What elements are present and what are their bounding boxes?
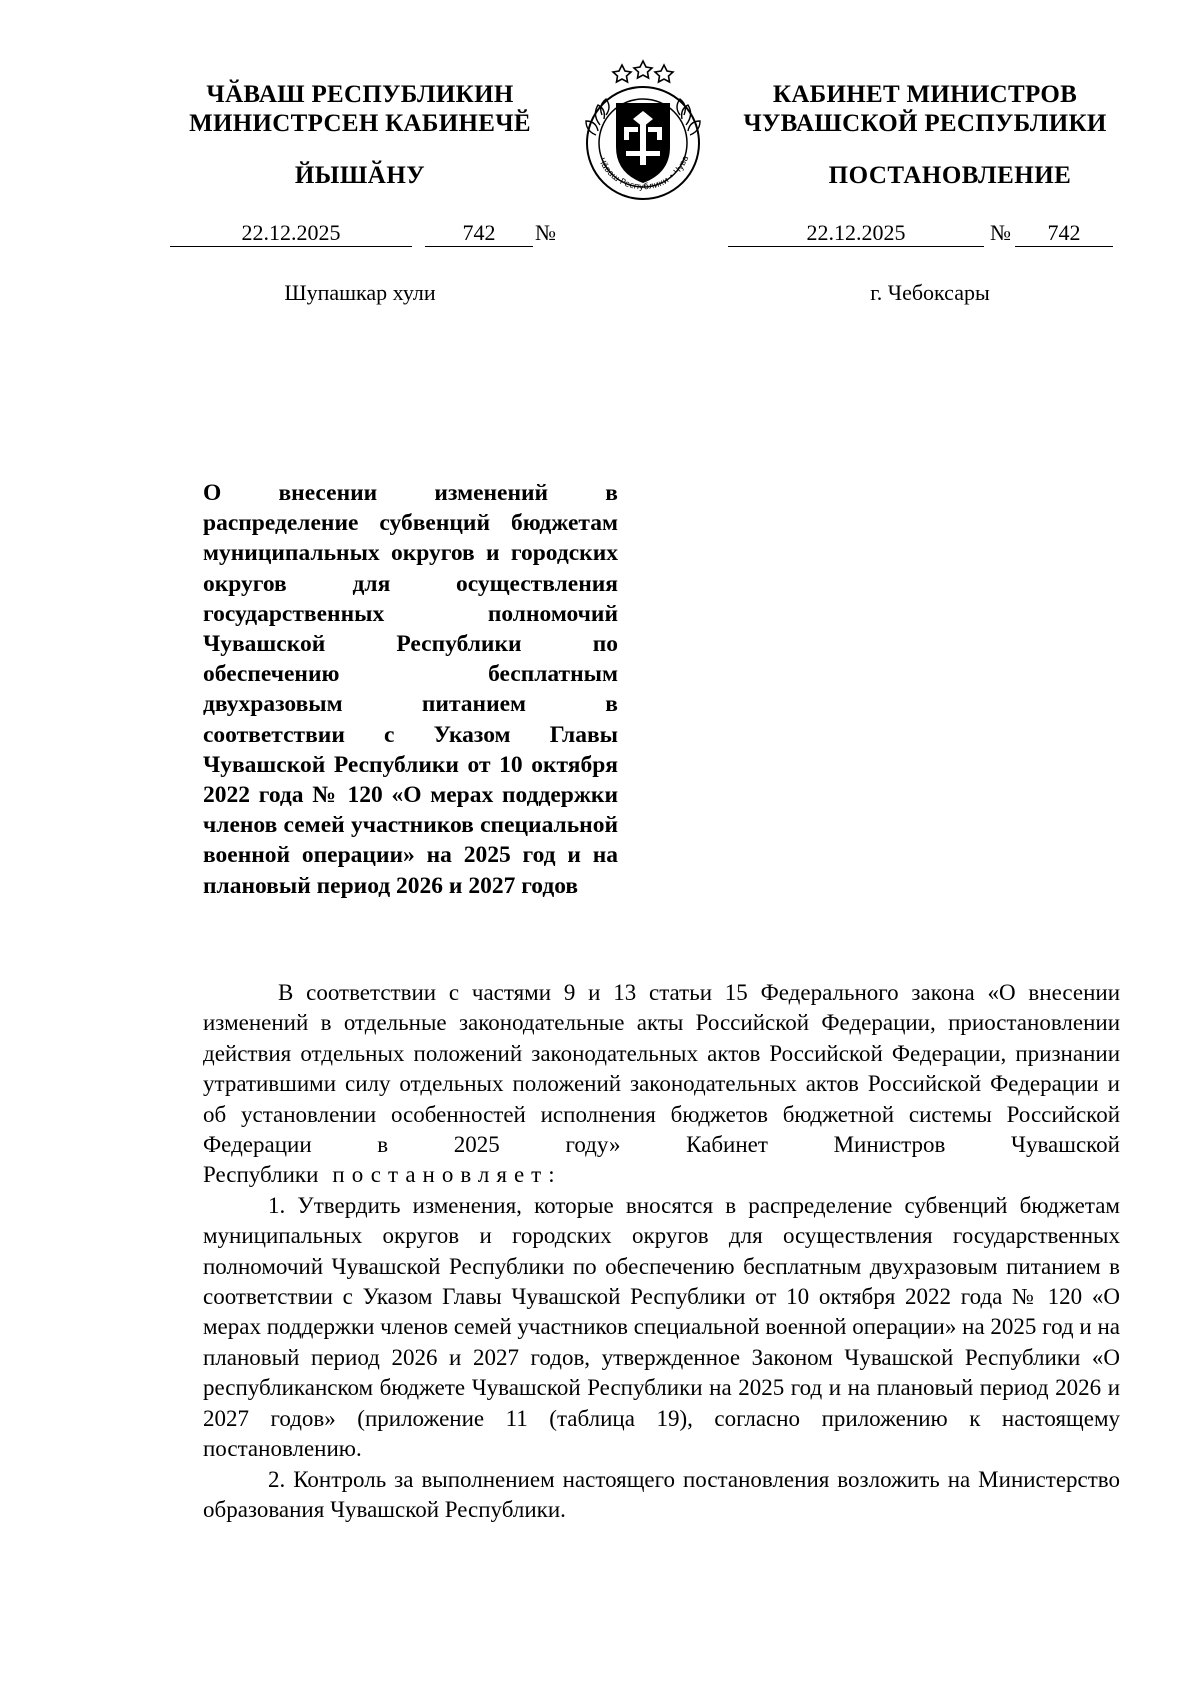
header-right-line2: ЧУВАШСКОЙ РЕСПУБЛИКИ	[743, 110, 1107, 137]
emblem-ring-text: Чӑваш Республики • Чува	[595, 154, 692, 193]
item-2: 2. Контроль за выполнением настоящего постановления возложить на Министерство образования Чувашской Республики.	[203, 1466, 1120, 1522]
right-date: 22.12.2025	[728, 220, 984, 247]
preamble-text: В соответствии с частями 9 и 13 статьи 15 Федерального закона «О внесении изменений в отдельные законодательные акты Российской Федерации, приостановлении действия отдельных положений законодательных актов Российской Федерации, признании утратившими силу отдельных положений законодательных актов Российской Федерации и об установлении особенностей исполнения бюджетов бюджетной системы Российской Федерации в 2025 году» Кабинет Министров Чувашской Республики	[203, 980, 1120, 1188]
decree-word: постановляет:	[332, 1162, 562, 1188]
header-left-line1: ЧӐВАШ РЕСПУБЛИКИН	[206, 81, 514, 108]
left-number-sign: №	[535, 220, 556, 245]
header-right	[715, 80, 1135, 138]
doc-type-left: ЙЫШӐНУ	[294, 162, 426, 189]
left-number: 742	[425, 220, 533, 247]
right-number: 742	[1015, 220, 1113, 247]
right-number-sign: №	[990, 220, 1011, 245]
header-left	[160, 80, 560, 138]
header-left-line2: МИНИСТРСЕН КАБИНЕЧӖ	[189, 110, 531, 137]
place-left: Шупашкар хули	[284, 280, 436, 305]
doc-type-right: ПОСТАНОВЛЕНИЕ	[828, 162, 1072, 189]
document-subject: О внесении изменений в распределение субвенций бюджетам муниципальных округов и городских округов для осуществления государственных полномочий Чувашской Республики по обеспечению бесплатным двухразовым питанием в соответствии с Указом Главы Чувашской Республики от 10 октября 2022 года № 120 «О мерах поддержки членов семей участников специальной военной операции» на 2025 год и на плановый период 2026 и 2027 годов	[203, 480, 618, 899]
place-right: г. Чебоксары	[870, 280, 990, 305]
header-right-line1: КАБИНЕТ МИНИСТРОВ	[772, 81, 1078, 108]
preamble-paragraph	[203, 978, 1120, 1191]
item-1: 1. Утвердить изменения, которые вносятся в распределение субвенций бюджетам муниципальных округов и городских округов для осуществления государственных полномочий Чувашской Республики по обеспечению бесплатным двухразовым питанием в соответствии с Указом Главы Чувашской Республики от 10 октября 2022 года № 120 «О мерах поддержки членов семей участников специальной военной операции» на 2025 год и на плановый период 2026 и 2027 годов, утвержденное Законом Чувашской Республики «О республиканском бюджете Чувашской Республики на 2025 год и на плановый период 2026 и 2027 годов» (приложение 11 (таблица 19), согласно приложению к настоящему постановлению.	[203, 1192, 1120, 1462]
chuvash-coat-of-arms-icon	[572, 55, 714, 203]
left-date: 22.12.2025	[170, 220, 412, 247]
document-body	[203, 978, 1120, 1525]
